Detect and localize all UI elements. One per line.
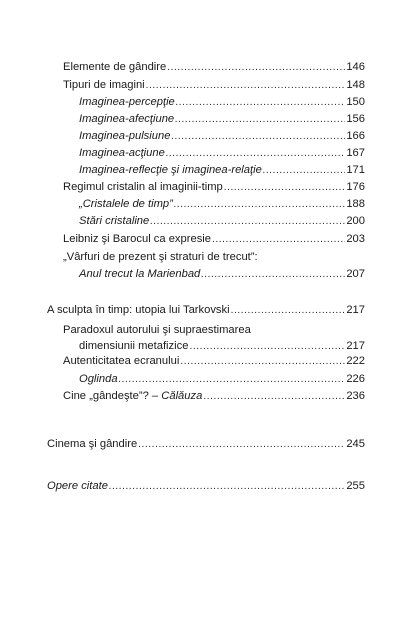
dot-leader	[201, 268, 345, 282]
toc-entry-page: 171	[346, 164, 365, 176]
toc-entry	[63, 232, 365, 246]
toc-entry-title: Stări cristaline	[79, 215, 150, 227]
toc-entry-title: Leibniz şi Barocul ca expresie	[63, 233, 211, 245]
toc-entry	[63, 78, 365, 92]
toc-entry	[63, 60, 365, 74]
toc-entry	[79, 197, 365, 211]
toc-entry-title: Opere citate	[47, 480, 108, 492]
toc-entry-continuation	[79, 339, 365, 353]
toc-entry-title: Imaginea-percepţie	[79, 96, 175, 108]
toc-entry-page: 200	[346, 215, 365, 227]
toc-entry-title: Autenticitatea ecranului	[63, 355, 180, 367]
toc-entry-title-italic: Călăuza	[161, 390, 203, 402]
toc-entry-page: 217	[346, 340, 365, 352]
toc-entry-title: A sculpta în timp: utopia lui Tarkovski	[47, 304, 230, 316]
dot-leader	[138, 438, 345, 452]
dot-leader	[167, 61, 345, 75]
toc-entry-page: 146	[346, 61, 365, 73]
toc-entry-title: „Cristalele de timp”	[79, 198, 173, 210]
toc-entry-title: Elemente de gândire	[63, 61, 167, 73]
toc-entry-title: Tipuri de imagini	[63, 79, 145, 91]
toc-entry	[79, 372, 365, 386]
toc-entry-title: Imaginea-acţiune	[79, 147, 165, 159]
toc-entry-title-line1: Paradoxul autorului şi supraestimarea	[63, 324, 251, 336]
dot-leader	[189, 340, 345, 354]
toc-entry-page: 166	[346, 130, 365, 142]
dot-leader	[166, 147, 346, 161]
toc-entry	[63, 180, 365, 194]
toc-entry-page: 150	[346, 96, 365, 108]
toc-entry	[63, 389, 365, 403]
toc-entry-page: 222	[346, 355, 365, 367]
toc-entry-page: 188	[346, 198, 365, 210]
toc-entry-page: 156	[346, 113, 365, 125]
toc-entry-title-line2: Anul trecut la Marienbad	[79, 268, 201, 280]
dot-leader	[180, 355, 345, 369]
toc-entry-page: 245	[346, 438, 365, 450]
dot-leader	[146, 79, 346, 93]
toc-entry	[79, 146, 365, 160]
toc-entry-title	[63, 389, 203, 403]
dot-leader	[171, 130, 345, 144]
toc-entry-title-prefix: Cine „gândeşte”? –	[63, 390, 162, 402]
toc-entry-title: Imaginea-pulsiune	[79, 130, 171, 142]
toc-entry-page: 203	[346, 233, 365, 245]
toc-entry-page: 255	[346, 480, 365, 492]
toc-entry-page: 236	[346, 390, 365, 402]
toc-entry-title-line1: „Vârfuri de prezent şi straturi de trecut”:	[63, 251, 258, 263]
dot-leader	[231, 304, 346, 318]
toc-entry-title: Oglinda	[79, 373, 118, 385]
dot-leader	[109, 480, 345, 494]
toc-entry-continuation	[79, 267, 365, 281]
toc-entry-page: 148	[346, 79, 365, 91]
toc-entry-page: 176	[346, 181, 365, 193]
toc-entry-title-line2: dimensiunii metafizice	[79, 340, 189, 352]
dot-leader	[203, 390, 345, 404]
dot-leader	[174, 198, 345, 212]
toc-entry	[47, 303, 365, 317]
toc-entry-page: 217	[346, 304, 365, 316]
toc-entry-title: Cinema şi gândire	[47, 438, 138, 450]
toc-entry-title: Regimul cristalin al imaginii-timp	[63, 181, 223, 193]
toc-entry	[79, 95, 365, 109]
dot-leader	[175, 113, 345, 127]
dot-leader	[150, 215, 345, 229]
toc-entry	[63, 323, 365, 351]
toc-entry	[79, 129, 365, 143]
toc-entry	[63, 250, 365, 278]
toc-entry-title: Imaginea-afecţiune	[79, 113, 175, 125]
toc-entry	[79, 163, 365, 177]
toc-entry-page: 167	[346, 147, 365, 159]
dot-leader	[119, 373, 346, 387]
toc-entry	[79, 112, 365, 126]
dot-leader	[224, 181, 346, 195]
toc-entry-page: 207	[346, 268, 365, 280]
toc-entry	[47, 479, 365, 493]
toc-entry	[79, 214, 365, 228]
dot-leader	[176, 96, 346, 110]
toc-entry	[63, 354, 365, 368]
toc-entry	[47, 437, 365, 451]
dot-leader	[263, 164, 346, 178]
toc-entry-page: 226	[346, 373, 365, 385]
toc-entry-title: Imaginea-reflecţie şi imaginea-relaţie	[79, 164, 262, 176]
dot-leader	[212, 233, 345, 247]
